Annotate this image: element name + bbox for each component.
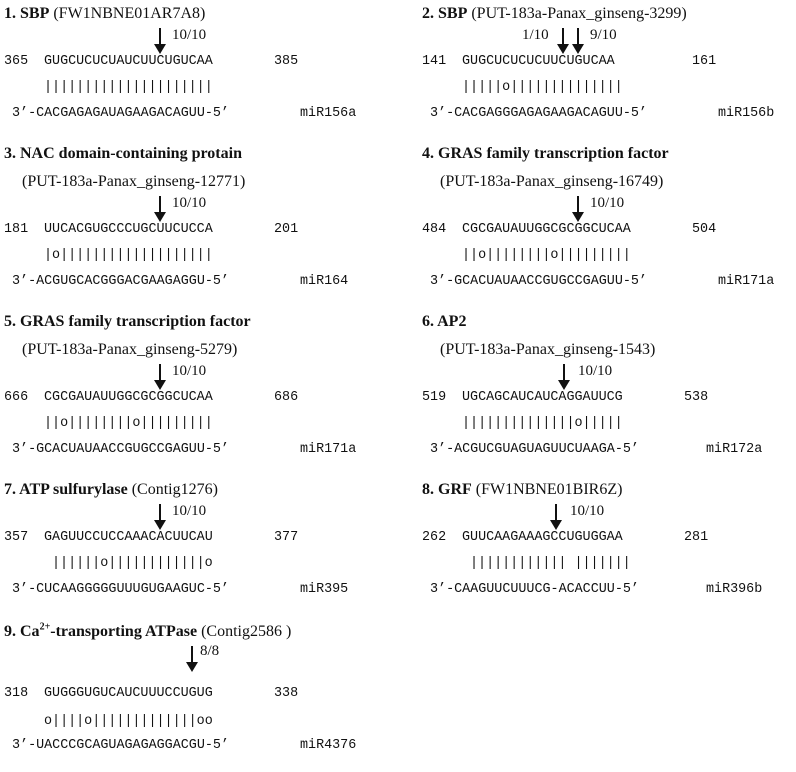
- target-start-position: 357: [4, 530, 29, 545]
- cleavage-arrow-icon: [558, 364, 570, 390]
- target-start-position: 318: [4, 686, 29, 701]
- mirna-name: miR396b: [706, 582, 763, 597]
- pairing-line: ||||||o||||||||||||o: [52, 556, 213, 571]
- cleavage-frequency: 10/10: [172, 27, 207, 43]
- pairing-line: ||||||||||||||o|||||: [462, 416, 623, 431]
- cleavage-frequency: 1/10: [522, 27, 549, 43]
- panel-accession: (PUT-183a-Panax_ginseng-5279): [22, 341, 238, 358]
- target-start-position: 141: [422, 54, 447, 69]
- target-end-position: 504: [692, 222, 717, 237]
- cleavage-arrow-icon: [154, 364, 166, 390]
- target-start-position: 666: [4, 390, 29, 405]
- panel-3: [4, 144, 394, 294]
- pairing-line: o||||o|||||||||||||oo: [44, 714, 213, 729]
- cleavage-frequency: 10/10: [172, 195, 207, 211]
- panel-accession: (PUT-183a-Panax_ginseng-1543): [440, 341, 656, 358]
- cleavage-frequency: 10/10: [172, 363, 207, 379]
- panel-title: [422, 4, 687, 24]
- target-end-position: 385: [274, 54, 299, 69]
- panel-title: [4, 480, 218, 500]
- cleavage-arrow-icon: [154, 28, 166, 54]
- cleavage-arrow-icon: [572, 196, 584, 222]
- panel-6: [422, 312, 796, 462]
- panel-title: [422, 144, 669, 164]
- cleavage-frequency: 10/10: [578, 363, 613, 379]
- panel-title: [422, 312, 466, 332]
- panel-accession: (Contig2586 ): [201, 623, 292, 640]
- mirna-name: miR156a: [300, 106, 357, 121]
- panel-title-text: 5. GRAS family transcription factor: [4, 313, 251, 330]
- panel-accession: (PUT-183a-Panax_ginseng-16749): [440, 173, 664, 190]
- target-end-position: 281: [684, 530, 709, 545]
- panel-accession: (PUT-183a-Panax_ginseng-12771): [22, 173, 246, 190]
- panel-accession: (Contig1276): [131, 481, 218, 498]
- panel-9: [4, 622, 394, 772]
- target-sequence: UGCAGCAUCAUCAGGAUUCG: [462, 390, 623, 405]
- mirna-name: miR171a: [300, 442, 357, 457]
- target-sequence: GUUCAAGAAAGCCUGUGGAA: [462, 530, 623, 545]
- panel-title: [4, 622, 291, 642]
- target-end-position: 201: [274, 222, 299, 237]
- mirna-sequence: 3’-CUCAAGGGGGUUUGUGAAGUC-5’: [12, 582, 229, 597]
- target-sequence: UUCACGUGCCCUGCUUCUCCA: [44, 222, 213, 237]
- panel-title: [4, 144, 242, 164]
- panel-title-suffix: -transporting ATPase: [50, 623, 198, 640]
- target-sequence: GUGCUCUCUAUCUUCUGUCAA: [44, 54, 213, 69]
- pairing-line: ||o||||||||o|||||||||: [44, 416, 213, 431]
- mirna-sequence: 3’-UACCCGCAGUAGAGAGGACGU-5’: [12, 738, 229, 753]
- panel-title-text: 6. AP2: [422, 313, 467, 330]
- cleavage-arrow-icon: [550, 504, 562, 530]
- panel-title-text: [4, 623, 197, 640]
- mirna-sequence: 3’-CACGAGAGAUAGAAGACAGUU-5’: [12, 106, 229, 121]
- target-sequence: GUGCUCUCUCUUCUGUCAA: [462, 54, 615, 69]
- mirna-name: miR4376: [300, 738, 357, 753]
- pairing-line: |o|||||||||||||||||||: [44, 248, 213, 263]
- target-start-position: 484: [422, 222, 447, 237]
- mirna-sequence: 3’-CAAGUUCUUUCG-ACACCUU-5’: [430, 582, 639, 597]
- panel-title: [4, 4, 205, 24]
- mirna-name: miR164: [300, 274, 349, 289]
- target-sequence: CGCGAUAUUGGCGCGGCUCAA: [44, 390, 213, 405]
- mirna-sequence: 3’-ACGUCGUAGUAGUUCUAAGA-5’: [430, 442, 639, 457]
- panel-title-superscript: 2+: [39, 621, 51, 633]
- target-sequence: GUGGGUGUCAUCUUUCCUGUG: [44, 686, 213, 701]
- cleavage-frequency: 10/10: [172, 503, 207, 519]
- target-end-position: 538: [684, 390, 709, 405]
- mirna-sequence: 3’-CACGAGGGAGAGAAGACAGUU-5’: [430, 106, 647, 121]
- panel-1: [4, 4, 394, 154]
- panel-title-text: 4. GRAS family transcription factor: [422, 145, 669, 162]
- cleavage-arrow-icon: [154, 504, 166, 530]
- target-end-position: 338: [274, 686, 299, 701]
- target-start-position: 181: [4, 222, 29, 237]
- panel-accession: (PUT-183a-Panax_ginseng-3299): [471, 5, 687, 22]
- panel-title-text: 3. NAC domain-containing protain: [4, 145, 242, 162]
- panel-title-text: 2. SBP: [422, 5, 468, 22]
- panel-4: [422, 144, 796, 294]
- cleavage-frequency: 9/10: [590, 27, 617, 43]
- target-start-position: 519: [422, 390, 447, 405]
- mirna-sequence: 3’-GCACUAUAACCGUGCCGAGUU-5’: [12, 442, 229, 457]
- target-end-position: 377: [274, 530, 299, 545]
- mirna-name: miR172a: [706, 442, 763, 457]
- mirna-name: miR156b: [718, 106, 775, 121]
- cleavage-frequency: 10/10: [570, 503, 605, 519]
- target-end-position: 686: [274, 390, 299, 405]
- panel-title: [4, 312, 251, 332]
- panel-2: [422, 4, 796, 154]
- pairing-line: |||||o||||||||||||||: [462, 80, 623, 95]
- mirna-name: miR395: [300, 582, 349, 597]
- target-start-position: 365: [4, 54, 29, 69]
- panel-accession: (FW1NBNE01BIR6Z): [475, 481, 623, 498]
- mirna-name: miR171a: [718, 274, 775, 289]
- target-sequence: GAGUUCCUCCAAACACUUCAU: [44, 530, 213, 545]
- cleavage-arrow-icon: [186, 646, 198, 672]
- target-sequence: CGCGAUAUUGGCGCGGCUCAA: [462, 222, 631, 237]
- panel-7: [4, 480, 394, 630]
- mirna-sequence: 3’-GCACUAUAACCGUGCCGAGUU-5’: [430, 274, 647, 289]
- cleavage-frequency: 10/10: [590, 195, 625, 211]
- panel-title-text: 1. SBP: [4, 5, 50, 22]
- pairing-line: |||||||||||| |||||||: [470, 556, 631, 571]
- panel-title: [422, 480, 622, 500]
- cleavage-arrow-icon: [572, 28, 584, 54]
- panel-title-text: 7. ATP sulfurylase: [4, 481, 128, 498]
- cleavage-arrow-icon: [557, 28, 569, 54]
- target-end-position: 161: [692, 54, 717, 69]
- pairing-line: ||o||||||||o|||||||||: [462, 248, 631, 263]
- panel-title-text: 8. GRF: [422, 481, 472, 498]
- mirna-sequence: 3’-ACGUGCACGGGACGAAGAGGU-5’: [12, 274, 229, 289]
- panel-8: [422, 480, 796, 630]
- panel-accession: (FW1NBNE01AR7A8): [53, 5, 206, 22]
- cleavage-arrow-icon: [154, 196, 166, 222]
- pairing-line: |||||||||||||||||||||: [44, 80, 213, 95]
- cleavage-frequency: 8/8: [200, 643, 220, 659]
- panel-5: [4, 312, 394, 462]
- panel-title-prefix: 9. Ca: [4, 623, 40, 640]
- target-start-position: 262: [422, 530, 447, 545]
